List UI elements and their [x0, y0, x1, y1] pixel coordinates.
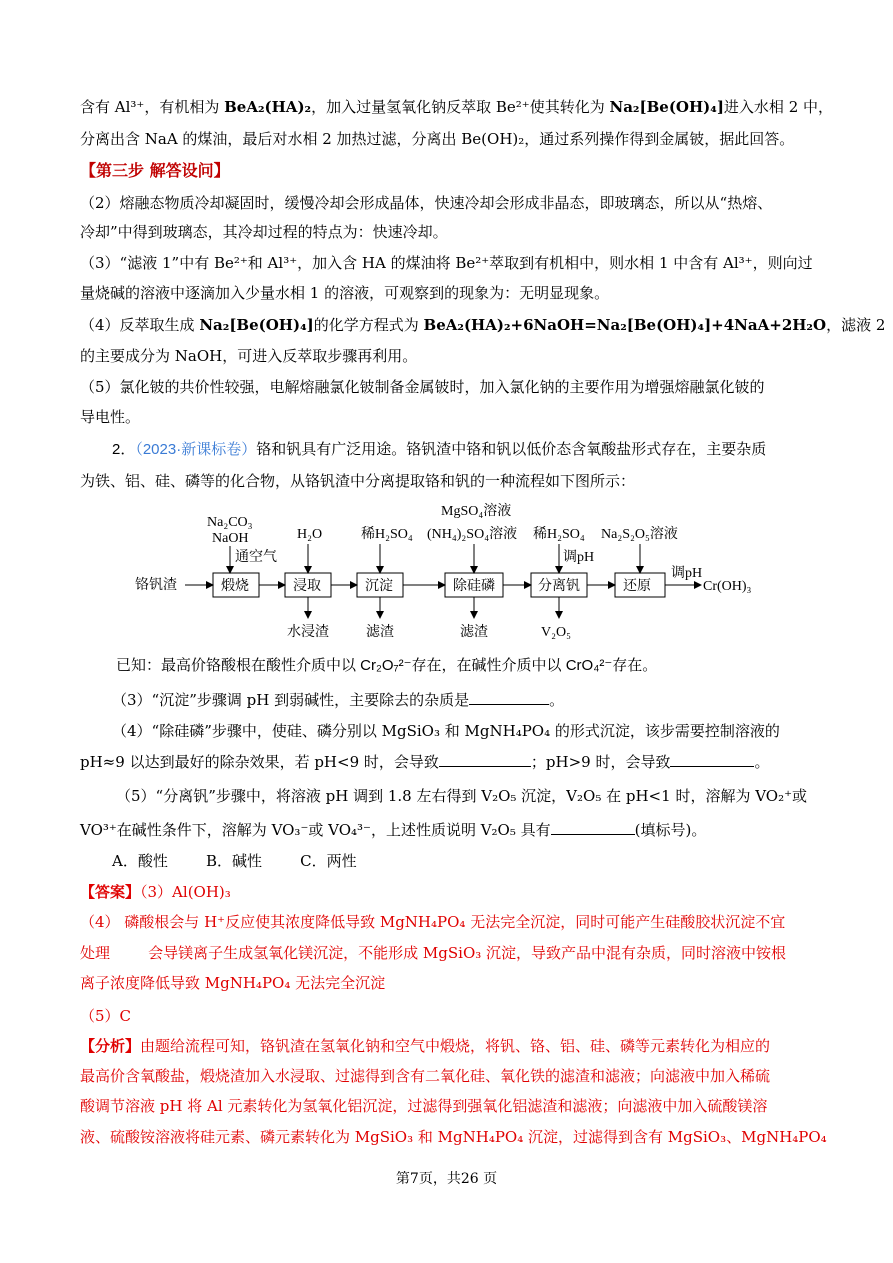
question-5: （5）“分离钒”步骤中，将溶液 pH 调到 1.8 左右得到 V₂O₅ 沉淀，V₂O₅ 在 pH<1 时，溶解为 VO₂⁺或	[116, 787, 808, 805]
analysis-line	[80, 1036, 770, 1056]
input-label: 调pH	[563, 550, 595, 565]
text: (填标号)。	[634, 821, 707, 839]
text-line: 冷却”中得到玻璃态，其冷却过程的特点为：快速冷却。	[80, 223, 448, 241]
question-4-cont	[80, 752, 770, 772]
answer-line	[80, 882, 231, 902]
answer-line: 处理 会导镁离子生成氢氧化镁沉淀，不能形成 MgSiO₃ 沉淀，导致产品中混有杂质，同时溶液中铵根	[80, 944, 787, 962]
box-label: 还原	[623, 579, 651, 594]
question-5-options: A．酸性 B．碱性 C．两性	[112, 852, 357, 870]
start-label: 铬钒渣	[135, 578, 177, 593]
box-label: 分离钒	[538, 579, 580, 594]
question-5-cont	[80, 820, 706, 840]
page-footer: 第7页，共26 页	[395, 1171, 498, 1187]
text-line	[80, 315, 885, 335]
output-label: 滤渣	[460, 625, 488, 640]
text-line	[80, 97, 833, 117]
text-line: 量烧碱的溶液中逐滴加入少量水相 1 的溶液，可观察到的现象为：无明显现象。	[80, 284, 610, 302]
analysis-tag: 【分析】	[80, 1037, 141, 1055]
input-label: Na₂CO₃	[207, 515, 253, 530]
input-label: 稀H₂SO₄	[533, 527, 585, 542]
formula: Na₂[Be(OH)₄]	[199, 316, 314, 334]
formula: Na₂[Be(OH)₄]	[609, 98, 724, 116]
formula: BeA₂(HA)₂	[224, 98, 312, 116]
text: VO³⁺在碱性条件下，溶解为 VO₃⁻或 VO₄³⁻，上述性质说明 V₂O₅ 具有	[80, 821, 551, 839]
text: ，滤液 2	[826, 316, 886, 334]
input-label: MgSO₄溶液	[441, 504, 512, 519]
input-label: 稀H₂SO₄	[361, 527, 413, 542]
text: （4）反萃取生成	[80, 316, 200, 334]
input-label: NaOH	[212, 531, 249, 546]
answer-line: （4） 磷酸根会与 H⁺反应使其浓度降低导致 MgNH₄PO₄ 无法完全沉淀，同时可能产生硅酸胶状沉淀不宜	[80, 913, 786, 931]
answer-blank[interactable]	[439, 752, 531, 767]
input-label: Na₂S₂O₅溶液	[601, 527, 678, 542]
box-label: 浸取	[293, 579, 321, 594]
equation: BeA₂(HA)₂+6NaOH=Na₂[Be(OH)₄]+4NaA+2H₂O	[423, 316, 827, 334]
known-note: 已知：最高价铬酸根在酸性介质中以 Cr₂O₇²⁻存在，在碱性介质中以 CrO₄²⁻存在。	[116, 657, 658, 674]
text: 。	[549, 691, 565, 709]
text-line: 分离出含 NaA 的煤油，最后对水相 2 加热过滤，分离出 Be(OH)₂，通过系列操作得到金属铍，据此回答。	[80, 130, 795, 148]
answer-line: 离子浓度降低导致 MgNH₄PO₄ 无法完全沉淀	[80, 974, 386, 992]
text-line: 导电性。	[80, 408, 141, 426]
end-arrow-label: 调pH	[671, 566, 703, 581]
question-4: （4）“除硅磷”步骤中，使硅、磷分别以 MgSiO₃ 和 MgNH₄PO₄ 的形式沉淀，该步需要控制溶液的	[112, 722, 780, 740]
answer-line: （5）C	[80, 1007, 132, 1025]
question-3	[112, 690, 564, 710]
text: （3）“沉淀”步骤调 pH 到弱碱性，主要除去的杂质是	[112, 691, 470, 709]
box-label: 除硅磷	[453, 579, 495, 594]
process-flow-diagram	[135, 500, 775, 645]
answer-blank[interactable]	[551, 820, 635, 835]
input-label: 通空气	[235, 550, 277, 565]
analysis-text: 由题给流程可知，铬钒渣在氢氧化钠和空气中煅烧，将钒、铬、铝、硅、磷等元素转化为相应的	[140, 1037, 771, 1055]
analysis-line: 酸调节溶液 pH 将 Al 元素转化为氢氧化铝沉淀，过滤得到强氧化铝滤渣和滤液；向滤液中加入硫酸镁溶	[80, 1097, 768, 1115]
text: 含有 Al³⁺，有机相为	[80, 98, 225, 116]
end-product: Cr(OH)₃	[703, 579, 752, 594]
box-label: 沉淀	[365, 579, 393, 594]
text: pH≈9 以达到最好的除杂效果，若 pH<9 时，会导致	[80, 753, 439, 771]
text-line: （5）氯化铍的共价性较强，电解熔融氯化铍制备金属铍时，加入氯化钠的主要作用为增强熔融氯化铍的	[80, 378, 765, 396]
answer-tag: 【答案】	[80, 883, 141, 901]
output-label: 滤渣	[366, 625, 394, 640]
output-label: V₂O₅	[541, 625, 571, 640]
text: 。	[754, 753, 770, 771]
input-label: H₂O	[297, 527, 323, 542]
analysis-line: 液、硫酸铵溶液将硅元素、磷元素转化为 MgSiO₃ 和 MgNH₄PO₄ 沉淀，过滤得到含有 MgSiO₃、MgNH₄PO₄	[80, 1128, 827, 1146]
text: 进入水相 2 中，	[723, 98, 834, 116]
step-heading: 【第三步 解答设问】	[80, 161, 230, 180]
answer-text: （3）Al(OH)₃	[140, 883, 231, 901]
text-line: 的主要成分为 NaOH，可进入反萃取步骤再利用。	[80, 347, 418, 365]
box-label: 煅烧	[221, 579, 249, 594]
text-line: 为铁、铝、硅、磷等的化合物，从铬钒渣中分离提取铬和钒的一种流程如下图所示：	[80, 473, 636, 490]
text: ，加入过量氢氧化钠反萃取 Be²⁺使其转化为	[311, 98, 610, 116]
input-label: (NH₄)₂SO₄溶液	[427, 527, 518, 542]
answer-blank[interactable]	[670, 752, 754, 767]
answer-blank[interactable]	[469, 690, 549, 705]
text-line: （2）熔融态物质冷却凝固时，缓慢冷却会形成晶体，快速冷却会形成非晶态，即玻璃态，所以从“热熔、	[80, 194, 773, 212]
analysis-line: 最高价含氧酸盐，煅烧渣加入水浸取、过滤得到含有二氧化硅、氧化铁的滤渣和滤液；向滤液中加入稀硫	[80, 1067, 771, 1085]
question-source: （2023·新课标卷）	[135, 441, 257, 458]
text: ；pH>9 时，会导致	[530, 753, 671, 771]
output-label: 水浸渣	[287, 625, 329, 640]
question-intro	[112, 440, 766, 460]
text: 铬和钒具有广泛用途。铬钒渣中铬和钒以低价态含氧酸盐形式存在，主要杂质	[256, 441, 767, 458]
text: 的化学方程式为	[313, 316, 424, 334]
question-number: 2．	[112, 441, 136, 458]
text-line: （3）“滤液 1”中有 Be²⁺和 Al³⁺，加入含 HA 的煤油将 Be²⁺萃取到有机相中，则水相 1 中含有 Al³⁺，则向过	[80, 254, 813, 272]
